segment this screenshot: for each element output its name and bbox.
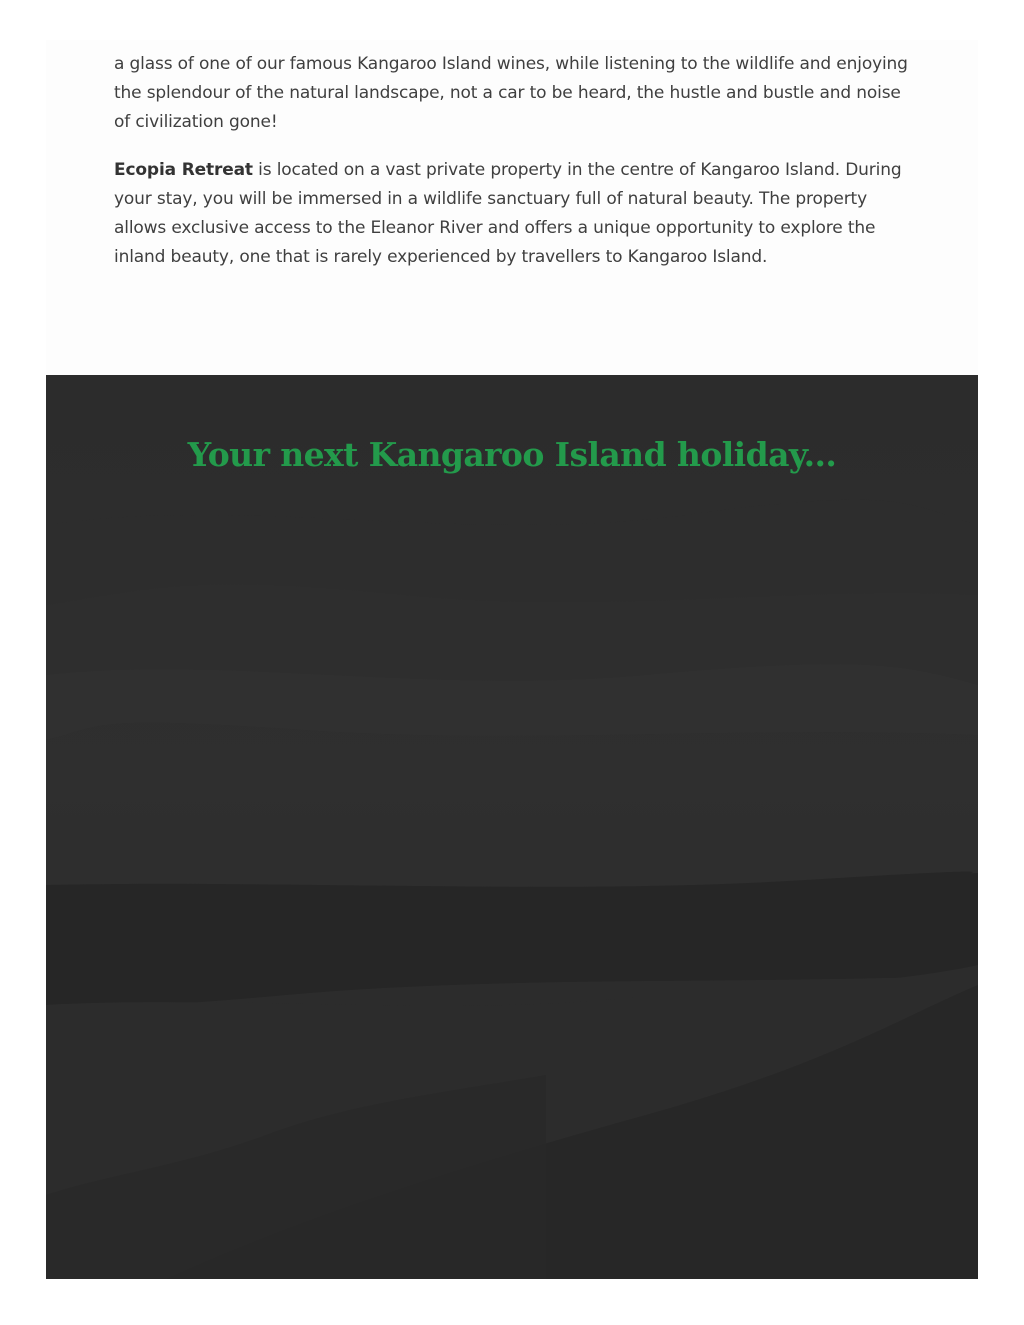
intro-paragraph-location bbox=[114, 156, 914, 272]
intro-text bbox=[114, 50, 914, 272]
ecopia-retreat-name: Ecopia Retreat bbox=[114, 160, 253, 180]
landscape-background-image bbox=[46, 375, 978, 1279]
holiday-section bbox=[46, 375, 978, 1279]
intro-paragraph-wines: a glass of one of our famous Kangaroo Island wines, while listening to the wildlife and enjoying the splendour of the natural landscape, not a car to be heard, the hustle and bustle and noise of civilization gone! bbox=[114, 54, 908, 132]
location-description: is located on a vast private property in the centre of Kangaroo Island. During your stay, you will be immersed in a wildlife sanctuary full of natural beauty. The property allows exclusive access to the Eleanor River and offers a unique opportunity to explore the inland beauty, one that is rarely experienced by travellers to Kangaroo Island. bbox=[114, 160, 902, 267]
holiday-title: Your next Kangaroo Island holiday... bbox=[187, 435, 837, 474]
